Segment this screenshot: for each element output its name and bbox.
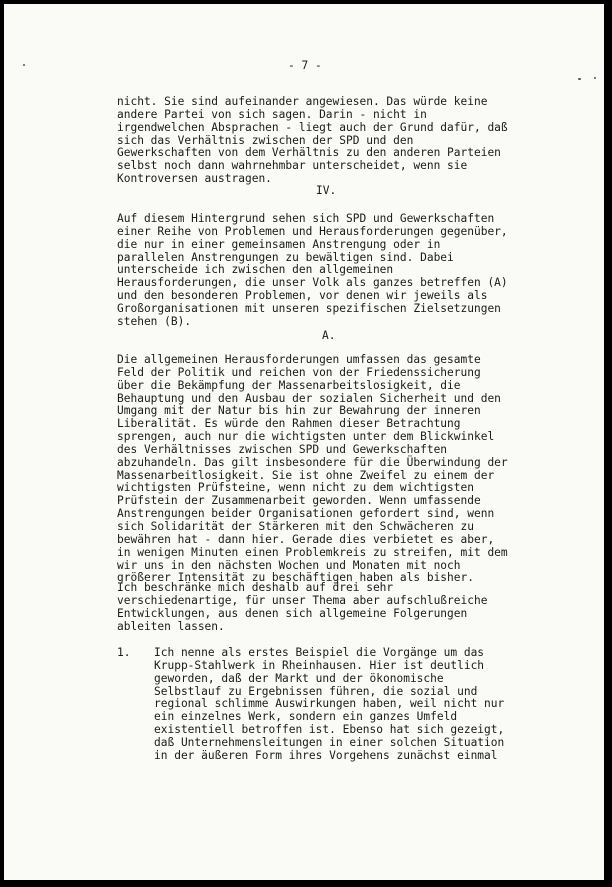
text-line: Prüfstein der Zusammenarbeit geworden. Wenn umfassende bbox=[117, 494, 481, 508]
text-line: Umgang mit der Natur bis hin zur Bewahrung der inneren bbox=[117, 404, 481, 418]
text-line: Massenarbeitlosigkeit. Sie ist ohne Zweifel zu einem der bbox=[117, 468, 495, 482]
text-line: und den besonderen Problemen, vor denen wir jeweils als bbox=[117, 289, 488, 303]
text-line: Ich beschränke mich deshalb auf drei sehr bbox=[117, 581, 394, 594]
text-line: Herausforderungen, die unser Volk als ganzes betreffen (A) bbox=[117, 276, 508, 290]
text-line: Liberalität. Es würde den Rahmen dieser Betrachtung bbox=[117, 417, 461, 431]
text-line: über die Bekämpfung der Massenarbeitslosigkeit, die bbox=[117, 378, 461, 392]
text-line: einer Reihe von Problemen und Herausforderungen gegenüber, bbox=[117, 224, 508, 238]
text-line: ein einzelnes Werk, sondern ein ganzes Umfeld bbox=[154, 710, 458, 724]
text-line: wichtigsten Prüfsteine, wenn nicht zu dem wichtigsten bbox=[117, 481, 474, 495]
text-line: sprengen, auch nur die wichtigsten unter dem Blickwinkel bbox=[117, 430, 495, 444]
text-line: Die allgemeinen Herausforderungen umfassen das gesamte bbox=[117, 353, 481, 366]
scan-speck bbox=[594, 77, 596, 79]
text-line: Großorganisationen mit unseren spezifischen Zielsetzungen bbox=[117, 301, 501, 315]
text-line: stehen (B). bbox=[117, 314, 192, 328]
page-number: - 7 - bbox=[288, 59, 322, 72]
text-line: bewähren hat - dann hier. Gerade dies verbietet es aber, bbox=[117, 532, 495, 546]
text-line: Selbstlauf zu Ergebnissen führen, die sozial und bbox=[154, 684, 478, 698]
text-line: wir uns in den nächsten Wochen und Monaten mit noch bbox=[117, 558, 461, 572]
text-line: sich das Verhältnis zwischen der SPD und den bbox=[117, 133, 414, 147]
text-line: selbst noch dann wahrnehmbar unterscheidet, wenn sie bbox=[117, 159, 468, 173]
text-line: in wenigen Minuten einen Problemkreis zu streifen, mit dem bbox=[117, 545, 508, 559]
text-line: sich Solidarität der Stärkeren mit den Schwächeren zu bbox=[117, 519, 474, 533]
text-line: Entwicklungen, aus denen sich allgemeine Folgerungen bbox=[117, 606, 468, 620]
paragraph-general-challenges bbox=[117, 354, 537, 585]
text-line: Kontroversen austragen. bbox=[117, 172, 272, 186]
text-line: parallelen Anstrengungen zu bewältigen sind. Dabei bbox=[117, 250, 454, 264]
paragraph-continuation bbox=[117, 96, 537, 186]
text-line: Feld der Politik und reichen von der Friedenssicherung bbox=[117, 365, 481, 379]
text-line: in der äußeren Form ihres Vorgehens zunächst einmal bbox=[154, 748, 498, 762]
paragraph-three-examples bbox=[117, 582, 537, 633]
list-item-number: 1. bbox=[117, 646, 131, 659]
text-line: abzuhandeln. Das gilt insbesondere für die Überwindung der bbox=[117, 455, 508, 469]
text-line: Anstrengungen beider Organisationen gefordert sind, wenn bbox=[117, 507, 495, 521]
text-line: andere Partei von sich sagen. Darin - nicht in bbox=[117, 107, 427, 121]
text-line: verschiedenartige, für unser Thema aber aufschlußreiche bbox=[117, 593, 488, 607]
text-line: die nur in einer gemeinsamen Anstrengung oder in bbox=[117, 237, 441, 251]
text-line: Krupp-Stahlwerk in Rheinhausen. Hier ist deutlich bbox=[154, 658, 485, 672]
text-line: nicht. Sie sind aufeinander angewiesen. Das würde keine bbox=[117, 95, 488, 108]
text-line: Gewerkschaften von dem Verhältnis zu den anderen Parteien bbox=[117, 146, 501, 160]
text-line: des Verhältnisses zwischen SPD und Gewerkschaften bbox=[117, 442, 448, 456]
document-page bbox=[4, 4, 604, 880]
text-line: Behauptung und den Ausbau der sozialen Sicherheit und den bbox=[117, 391, 501, 405]
document-text bbox=[4, 4, 604, 880]
scan-speck bbox=[578, 78, 581, 80]
scan-speck bbox=[23, 64, 25, 66]
text-line: geworden, daß der Markt und der ökonomische bbox=[154, 671, 444, 685]
section-heading-iv: IV. bbox=[316, 184, 337, 197]
text-line: Ich nenne als erstes Beispiel die Vorgänge um das bbox=[154, 646, 485, 659]
text-line: irgendwelchen Absprachen - liegt auch der Grund dafür, daß bbox=[117, 120, 508, 134]
text-line: unterscheide ich zwischen den allgemeinen bbox=[117, 263, 394, 277]
text-line: regional schlimme Auswirkungen haben, weil nicht nur bbox=[154, 697, 505, 711]
text-line: größerer Intensität zu beschäftigen haben als bisher. bbox=[117, 571, 474, 585]
text-line: daß Unternehmensleitungen in einer solchen Situation bbox=[154, 735, 505, 749]
text-line: existentiell betroffen ist. Ebenso hat sich gezeigt, bbox=[154, 723, 505, 737]
paragraph-challenges bbox=[117, 213, 537, 329]
section-heading-a: A. bbox=[322, 329, 336, 342]
list-item-text bbox=[154, 647, 544, 763]
text-line: ableiten lassen. bbox=[117, 619, 225, 633]
text-line: Auf diesem Hintergrund sehen sich SPD und Gewerkschaften bbox=[117, 212, 495, 225]
